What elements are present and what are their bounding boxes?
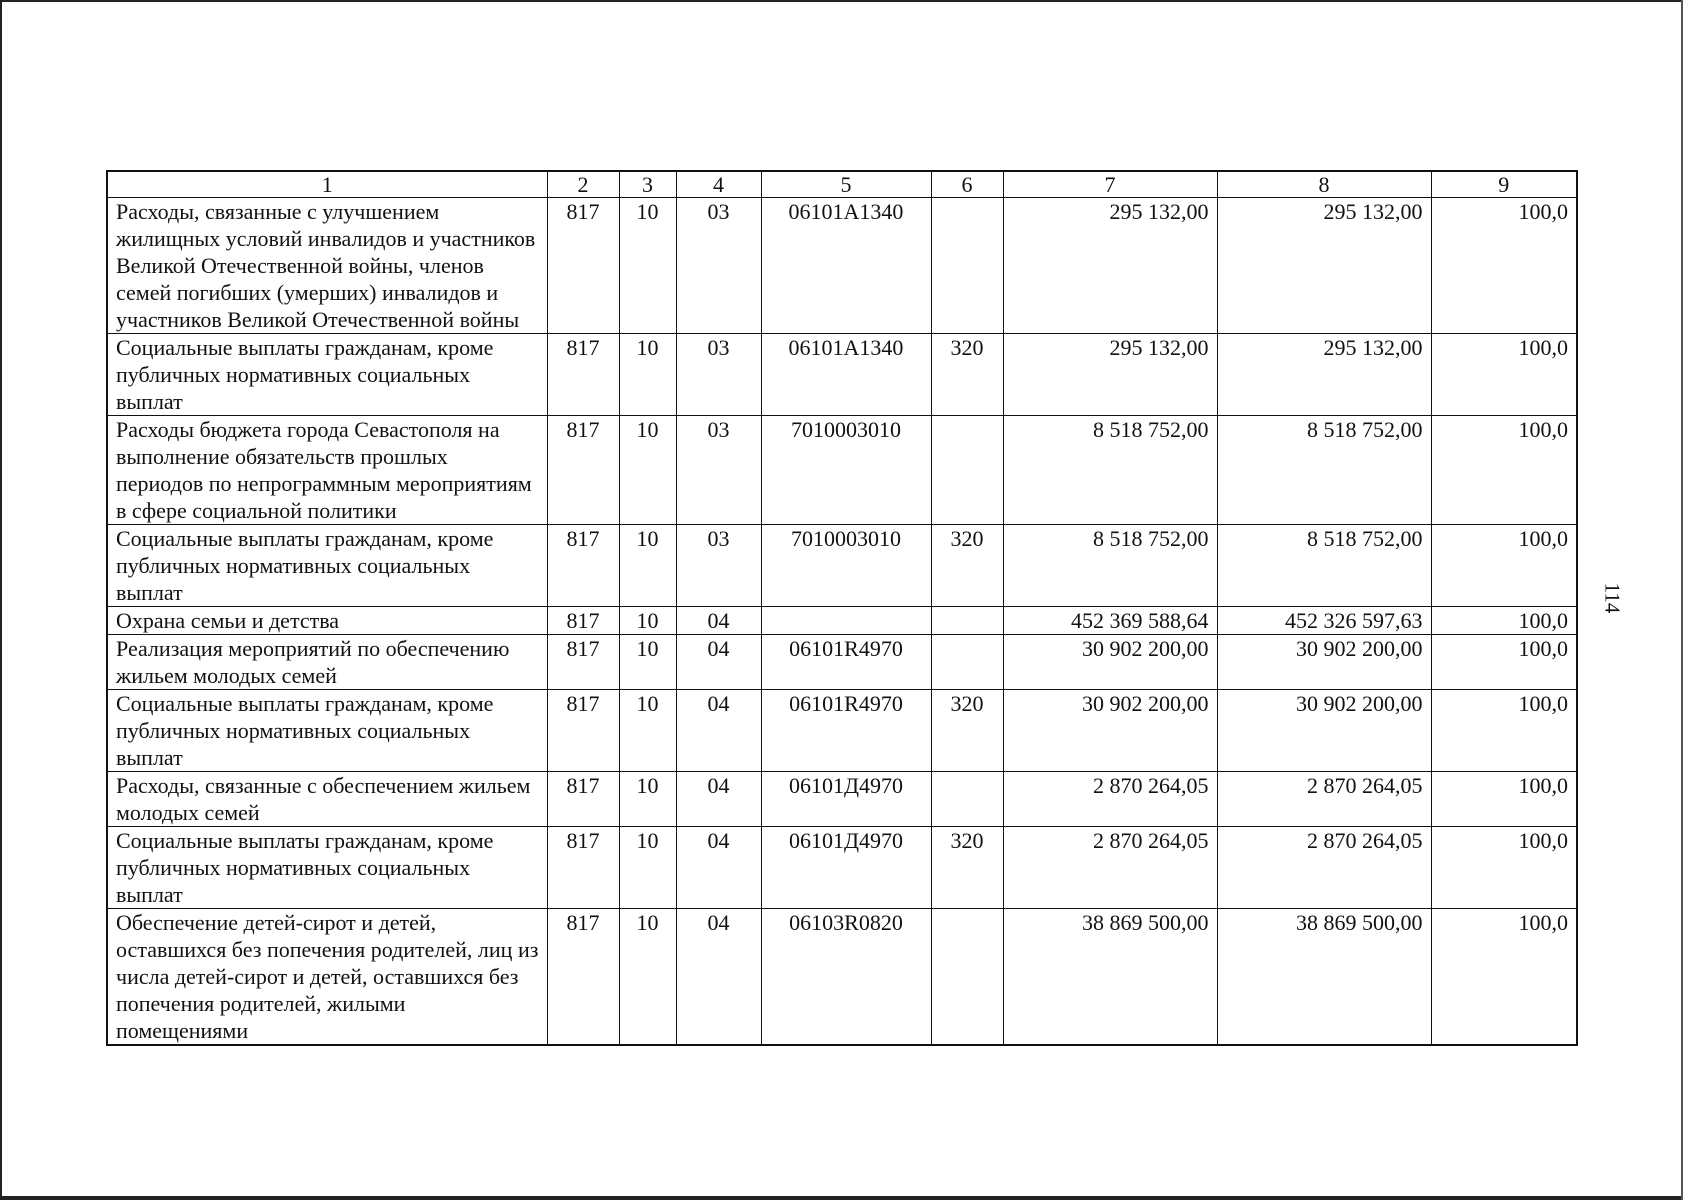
percent-cell: 100,0 [1431,334,1577,416]
percent-cell: 100,0 [1431,525,1577,607]
subsection-cell: 04 [676,607,761,635]
scan-border-top [0,0,1683,2]
admin-code-cell: 817 [547,827,619,909]
expense-type-cell [931,635,1003,690]
amount-cell: 452 369 588,64 [1003,607,1217,635]
amount-cell: 8 518 752,00 [1003,525,1217,607]
header-cell: 7 [1003,171,1217,198]
expense-name-cell: Расходы бюджета города Севастополя на выполнение обязательств прошлых периодов по непрограммным мероприятиям в сфере социальной политики [107,416,547,525]
amount-cell: 38 869 500,00 [1217,909,1431,1046]
table-row [107,525,1577,607]
amount-cell: 30 902 200,00 [1003,690,1217,772]
table-row [107,909,1577,1046]
amount-cell: 30 902 200,00 [1217,635,1431,690]
table-row [107,827,1577,909]
subsection-cell: 04 [676,909,761,1046]
percent-cell: 100,0 [1431,772,1577,827]
table-row [107,772,1577,827]
admin-code-cell: 817 [547,690,619,772]
amount-cell: 8 518 752,00 [1217,525,1431,607]
table-row [107,607,1577,635]
amount-cell: 2 870 264,05 [1217,827,1431,909]
expense-name-cell: Социальные выплаты гражданам, кроме публичных нормативных социальных выплат [107,827,547,909]
expense-type-cell [931,416,1003,525]
header-cell: 2 [547,171,619,198]
percent-cell: 100,0 [1431,690,1577,772]
section-cell: 10 [619,690,676,772]
amount-cell: 30 902 200,00 [1003,635,1217,690]
amount-cell: 2 870 264,05 [1003,827,1217,909]
amount-cell: 295 132,00 [1217,198,1431,334]
header-row [107,171,1577,198]
subsection-cell: 03 [676,334,761,416]
header-cell: 1 [107,171,547,198]
page-number: 114 [1600,582,1625,614]
subsection-cell: 04 [676,772,761,827]
percent-cell: 100,0 [1431,607,1577,635]
section-cell: 10 [619,772,676,827]
expense-type-cell: 320 [931,525,1003,607]
target-article-cell: 06103R0820 [761,909,931,1046]
expense-type-cell: 320 [931,334,1003,416]
percent-cell: 100,0 [1431,635,1577,690]
table-row [107,690,1577,772]
section-cell: 10 [619,909,676,1046]
percent-cell: 100,0 [1431,827,1577,909]
header-cell: 6 [931,171,1003,198]
amount-cell: 452 326 597,63 [1217,607,1431,635]
table-row [107,635,1577,690]
target-article-cell: 06101R4970 [761,635,931,690]
percent-cell: 100,0 [1431,198,1577,334]
expense-name-cell: Обеспечение детей-сирот и детей, оставшихся без попечения родителей, лиц из числа детей-сирот и детей, оставшихся без попечения родителей, жилыми помещениями [107,909,547,1046]
table-row [107,334,1577,416]
expense-type-cell: 320 [931,690,1003,772]
target-article-cell: 7010003010 [761,525,931,607]
admin-code-cell: 817 [547,525,619,607]
admin-code-cell: 817 [547,198,619,334]
scan-border-left [0,0,2,1200]
percent-cell: 100,0 [1431,909,1577,1046]
amount-cell: 295 132,00 [1217,334,1431,416]
section-cell: 10 [619,827,676,909]
subsection-cell: 03 [676,525,761,607]
section-cell: 10 [619,525,676,607]
target-article-cell: 06101R4970 [761,690,931,772]
target-article-cell: 06101Д4970 [761,772,931,827]
subsection-cell: 04 [676,635,761,690]
expense-type-cell: 320 [931,827,1003,909]
amount-cell: 30 902 200,00 [1217,690,1431,772]
expense-name-cell: Реализация мероприятий по обеспечению жильем молодых семей [107,635,547,690]
section-cell: 10 [619,334,676,416]
admin-code-cell: 817 [547,416,619,525]
amount-cell: 295 132,00 [1003,198,1217,334]
expense-type-cell [931,198,1003,334]
target-article-cell: 7010003010 [761,416,931,525]
amount-cell: 38 869 500,00 [1003,909,1217,1046]
scan-border-bottom [0,1196,1683,1200]
header-cell: 8 [1217,171,1431,198]
section-cell: 10 [619,198,676,334]
target-article-cell: 06101A1340 [761,334,931,416]
header-cell: 4 [676,171,761,198]
header-cell: 3 [619,171,676,198]
amount-cell: 295 132,00 [1003,334,1217,416]
amount-cell: 8 518 752,00 [1217,416,1431,525]
section-cell: 10 [619,416,676,525]
expense-name-cell: Расходы, связанные с улучшением жилищных условий инвалидов и участников Великой Отечественной войны, членов семей погибших (умерших) инвалидов и участников Великой Отечественной войны [107,198,547,334]
header-cell: 9 [1431,171,1577,198]
expense-name-cell: Социальные выплаты гражданам, кроме публичных нормативных социальных выплат [107,525,547,607]
section-cell: 10 [619,635,676,690]
amount-cell: 8 518 752,00 [1003,416,1217,525]
expense-type-cell [931,909,1003,1046]
header-cell: 5 [761,171,931,198]
admin-code-cell: 817 [547,334,619,416]
target-article-cell: 06101A1340 [761,198,931,334]
admin-code-cell: 817 [547,635,619,690]
expense-name-cell: Охрана семьи и детства [107,607,547,635]
target-article-cell [761,607,931,635]
admin-code-cell: 817 [547,772,619,827]
section-cell: 10 [619,607,676,635]
percent-cell: 100,0 [1431,416,1577,525]
subsection-cell: 04 [676,827,761,909]
budget-table [106,170,1578,1046]
target-article-cell: 06101Д4970 [761,827,931,909]
subsection-cell: 03 [676,416,761,525]
table-row [107,416,1577,525]
admin-code-cell: 817 [547,909,619,1046]
expense-type-cell [931,607,1003,635]
table-row [107,198,1577,334]
expense-name-cell: Социальные выплаты гражданам, кроме публичных нормативных социальных выплат [107,690,547,772]
subsection-cell: 03 [676,198,761,334]
expense-type-cell [931,772,1003,827]
amount-cell: 2 870 264,05 [1217,772,1431,827]
admin-code-cell: 817 [547,607,619,635]
expense-name-cell: Социальные выплаты гражданам, кроме публичных нормативных социальных выплат [107,334,547,416]
expense-name-cell: Расходы, связанные с обеспечением жильем молодых семей [107,772,547,827]
subsection-cell: 04 [676,690,761,772]
amount-cell: 2 870 264,05 [1003,772,1217,827]
